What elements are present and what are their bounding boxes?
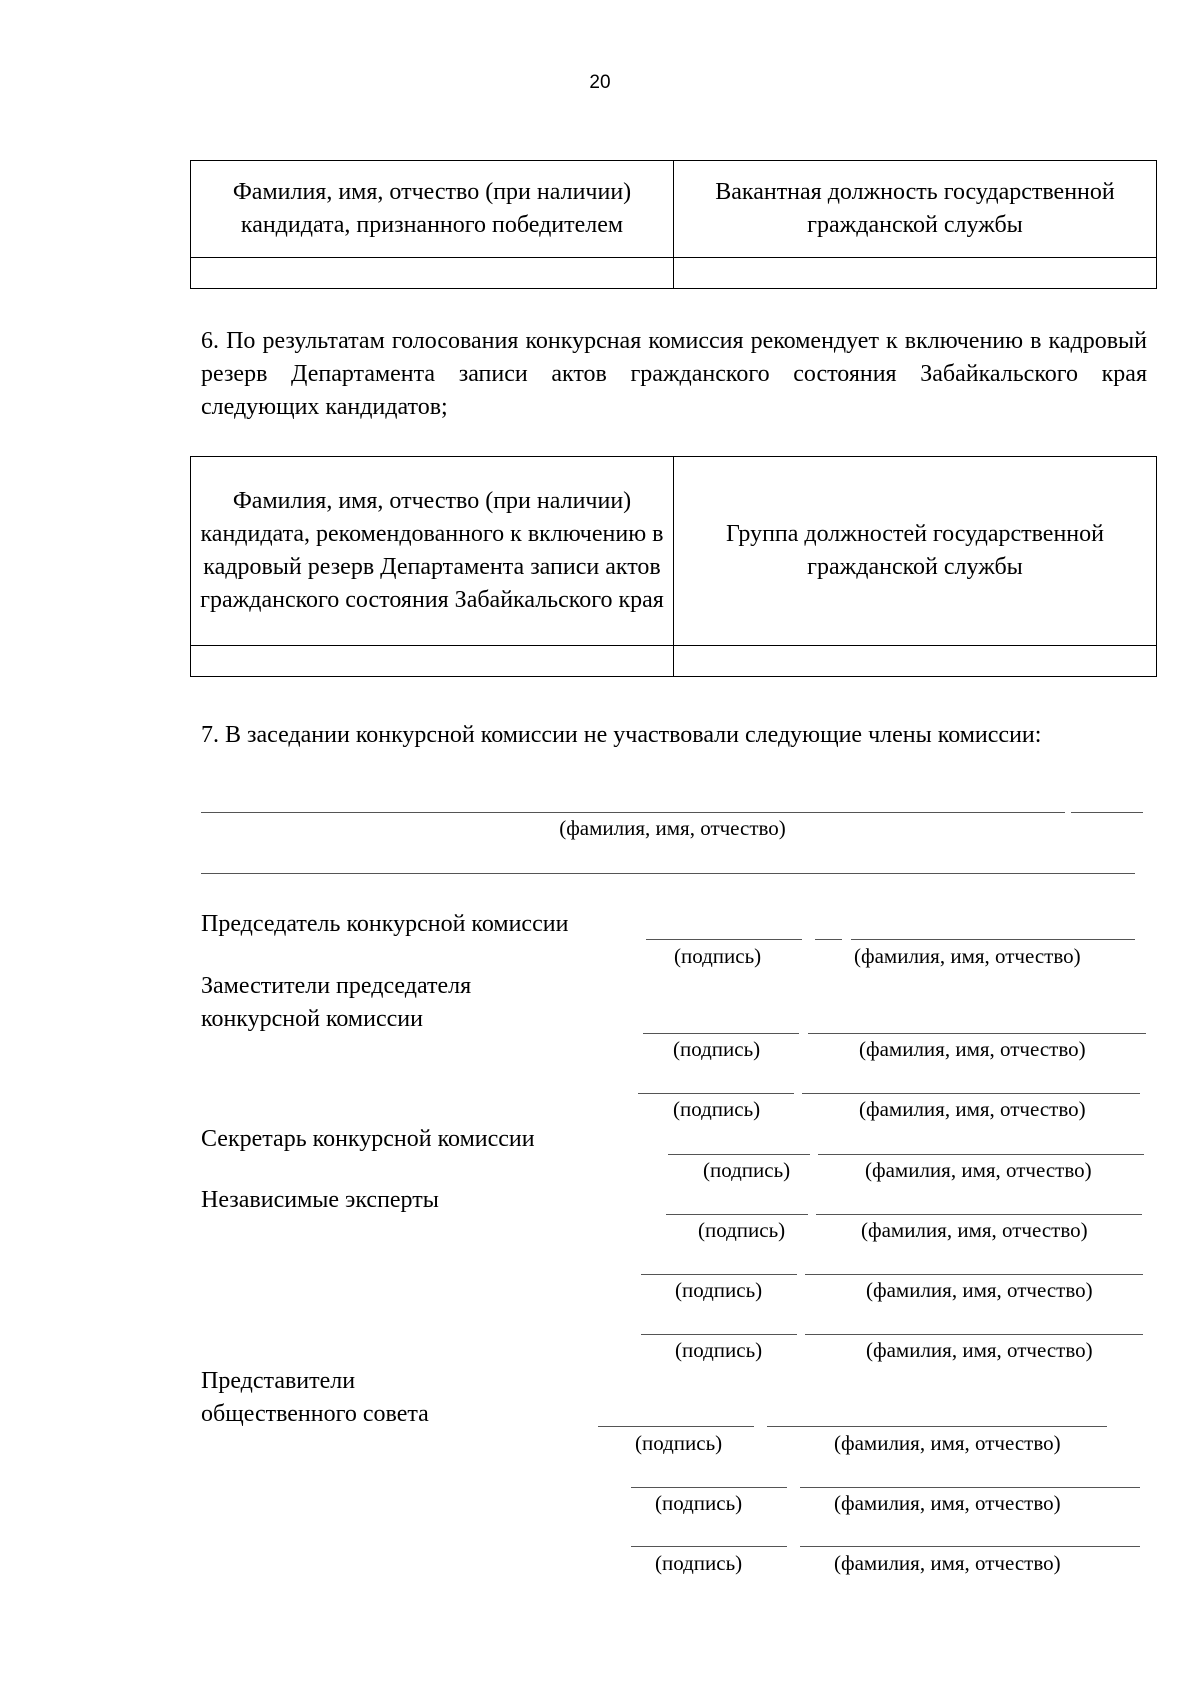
- signature-line[interactable]: [668, 1154, 810, 1155]
- table-cell[interactable]: [191, 258, 674, 289]
- table-header-row: [191, 161, 1157, 258]
- reserve-table: [190, 456, 1157, 677]
- page-number: 20: [589, 72, 611, 93]
- name-caption: (фамилия, имя, отчество): [861, 1218, 1088, 1242]
- signature-line[interactable]: [638, 1093, 794, 1094]
- name-line[interactable]: [767, 1426, 1107, 1427]
- winner-name-header: Фамилия, имя, отчество (при наличии) кандидата, признанного победителем: [191, 161, 674, 258]
- signature-caption: (подпись): [703, 1158, 791, 1182]
- name-caption: (фамилия, имя, отчество): [866, 1338, 1093, 1362]
- table-cell[interactable]: [674, 258, 1157, 289]
- table-cell[interactable]: [191, 646, 674, 677]
- absent-member-line[interactable]: [1071, 812, 1143, 813]
- signature-line[interactable]: [631, 1546, 787, 1547]
- signature-line[interactable]: [598, 1426, 754, 1427]
- name-line[interactable]: [851, 939, 1135, 940]
- signature-line[interactable]: [641, 1334, 797, 1335]
- absent-member-line[interactable]: [201, 873, 1135, 874]
- name-caption: (фамилия, имя, отчество): [865, 1158, 1092, 1182]
- paragraph-7: 7. В заседании конкурсной комиссии не участвовали следующие члены комиссии:: [201, 722, 1042, 748]
- signature-caption: (подпись): [635, 1431, 723, 1455]
- signature-caption: (подпись): [698, 1218, 786, 1242]
- public-council-label-line2: общественного совета: [201, 1401, 429, 1427]
- name-line[interactable]: [805, 1274, 1143, 1275]
- name-line[interactable]: [808, 1033, 1146, 1034]
- signature-line[interactable]: [815, 939, 842, 940]
- name-caption: (фамилия, имя, отчество): [859, 1097, 1086, 1121]
- name-caption: (фамилия, имя, отчество): [834, 1431, 1061, 1455]
- experts-label: Независимые эксперты: [201, 1187, 439, 1213]
- signature-line[interactable]: [631, 1487, 787, 1488]
- public-council-label-line1: Представители: [201, 1368, 356, 1394]
- signature-caption: (подпись): [655, 1551, 743, 1575]
- table-row: [191, 646, 1157, 677]
- table-row: [191, 258, 1157, 289]
- reserve-candidate-header: Фамилия, имя, отчество (при наличии) кандидата, рекомендованного к включению в кадровый резерв Департамента записи актов гражданского состояния Забайкальского края: [191, 457, 674, 646]
- signature-caption: (подпись): [675, 1338, 763, 1362]
- name-caption: (фамилия, имя, отчество): [834, 1491, 1061, 1515]
- name-line[interactable]: [805, 1334, 1143, 1335]
- absent-member-line[interactable]: [201, 812, 1065, 813]
- signature-line[interactable]: [641, 1274, 797, 1275]
- name-caption: (фамилия, имя, отчество): [854, 944, 1081, 968]
- signature-caption: (подпись): [673, 1097, 761, 1121]
- name-caption: (фамилия, имя, отчество): [859, 1037, 1086, 1061]
- deputies-label-line1: Заместители председателя: [201, 973, 472, 999]
- signature-line[interactable]: [666, 1214, 808, 1215]
- paragraph-6: 6. По результатам голосования конкурсная комиссия рекомендует к включению в кадровый резерв Департамента записи актов гражданского состояния Забайкальского края следующих кандидатов;: [201, 328, 1147, 420]
- signature-line[interactable]: [646, 939, 802, 940]
- winner-table: [190, 160, 1157, 289]
- table-header-row: [191, 457, 1157, 646]
- secretary-label: Секретарь конкурсной комиссии: [201, 1126, 535, 1152]
- signature-caption: (подпись): [675, 1278, 763, 1302]
- name-caption: (фамилия, имя, отчество): [834, 1551, 1061, 1575]
- signature-line[interactable]: [643, 1033, 799, 1034]
- name-line[interactable]: [800, 1487, 1140, 1488]
- absent-name-caption: (фамилия, имя, отчество): [559, 816, 786, 840]
- signature-caption: (подпись): [674, 944, 762, 968]
- table-cell[interactable]: [674, 646, 1157, 677]
- name-caption: (фамилия, имя, отчество): [866, 1278, 1093, 1302]
- name-line[interactable]: [800, 1546, 1140, 1547]
- name-line[interactable]: [816, 1214, 1142, 1215]
- position-group-header: Группа должностей государственной гражданской службы: [674, 457, 1157, 646]
- signature-caption: (подпись): [673, 1037, 761, 1061]
- signature-caption: (подпись): [655, 1491, 743, 1515]
- name-line[interactable]: [802, 1093, 1140, 1094]
- vacant-position-header: Вакантная должность государственной гражданской службы: [674, 161, 1157, 258]
- chairman-label: Председатель конкурсной комиссии: [201, 911, 569, 937]
- name-line[interactable]: [818, 1154, 1144, 1155]
- deputies-label-line2: конкурсной комиссии: [201, 1006, 423, 1032]
